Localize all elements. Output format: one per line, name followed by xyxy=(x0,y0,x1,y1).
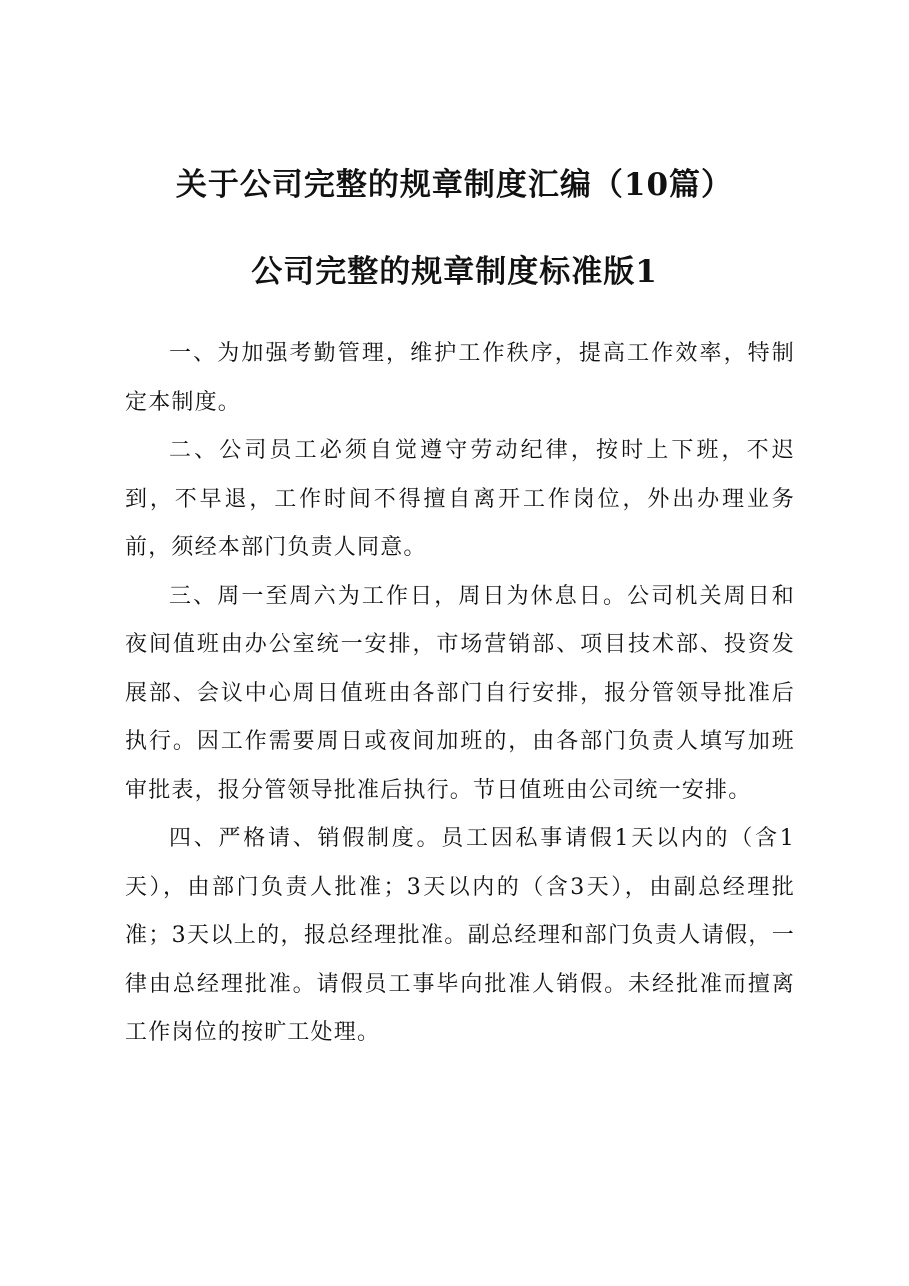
paragraph-4: 四、严格请、销假制度。员工因私事请假1天以内的（含1天），由部门负责人批准；3天以内的（含3天），由副总经理批准；3天以上的，报总经理批准。副总经理和部门负责人请假，一律由总经理批准。请假员工事毕向批准人销假。未经批准而擅离工作岗位的按旷工处理。 xyxy=(125,826,795,1045)
paragraph-2: 二、公司员工必须自觉遵守劳动纪律，按时上下班，不迟到，不早退，工作时间不得擅自离开工作岗位，外出办理业务前，须经本部门负责人同意。 xyxy=(125,438,795,560)
document-title: 关于公司完整的规章制度汇编（10篇） xyxy=(175,167,734,203)
paragraph-3: 三、周一至周六为工作日，周日为休息日。公司机关周日和夜间值班由办公室统一安排，市场营销部、项目技术部、投资发展部、会议中心周日值班由各部门自行安排，报分管领导批准后执行。因工作需要周日或夜间加班的，由各部门负责人填写加班审批表，报分管领导批准后执行。节日值班由公司统一安排。 xyxy=(125,583,795,803)
document-body xyxy=(125,330,795,1058)
section-title: 公司完整的规章制度标准版1 xyxy=(251,254,658,290)
paragraph-1: 一、为加强考勤管理，维护工作秩序，提高工作效率，特制定本制度。 xyxy=(125,341,795,415)
